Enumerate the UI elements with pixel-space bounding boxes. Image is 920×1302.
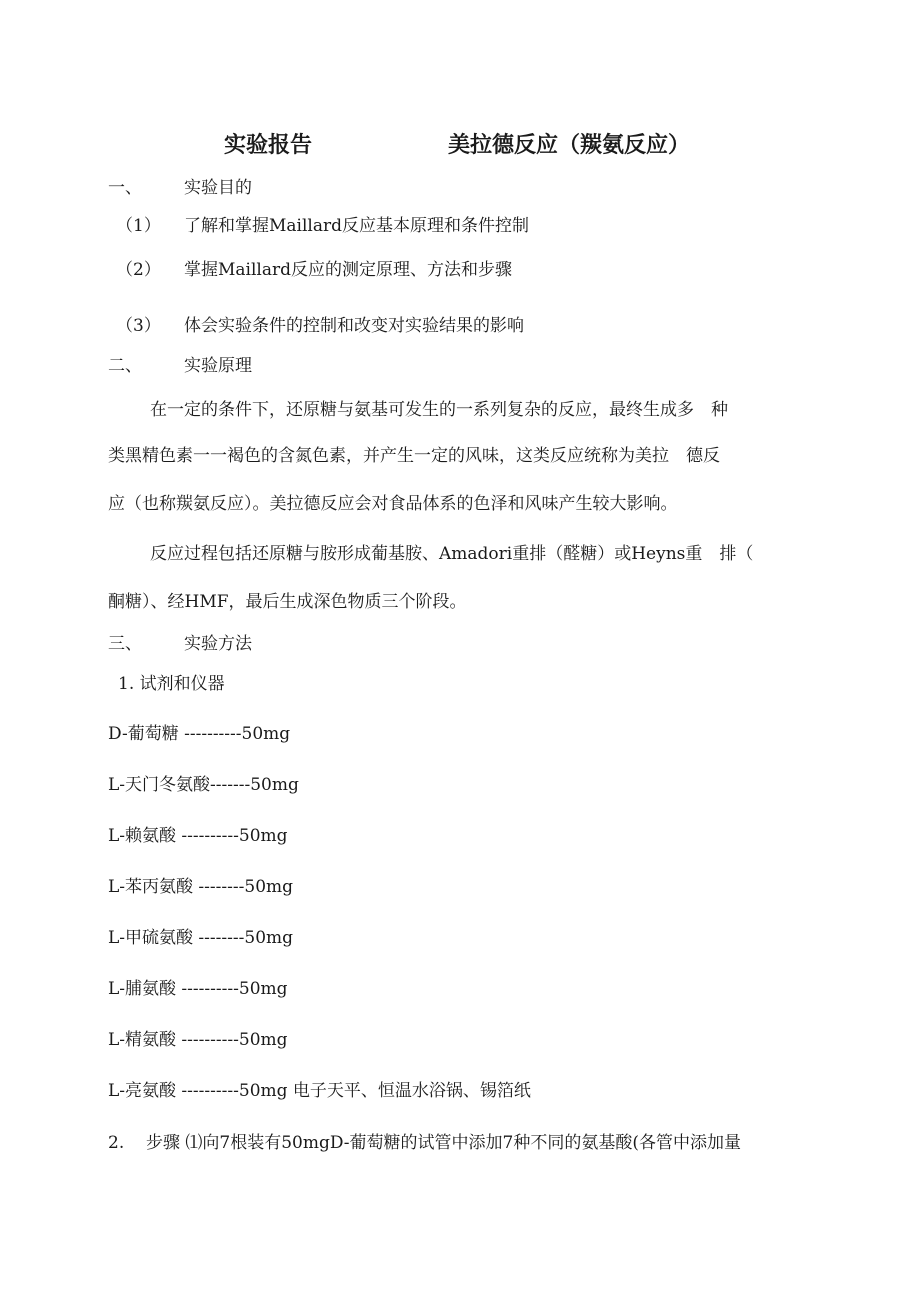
section1-marker: 一、 xyxy=(108,178,142,198)
objective-2-marker: （2） xyxy=(116,260,161,280)
report-title-right: 美拉德反应（羰氨反应） xyxy=(448,132,691,158)
step-text: 步骤 ⑴向7根装有50mgD-葡萄糖的试管中添加7种不同的氨基酸(各管中添加量 xyxy=(146,1133,741,1153)
principle-para2-line1: 反应过程包括还原糖与胺形成葡基胺、Amadori重排（醛糖）或Heyns重 排（ xyxy=(150,544,754,564)
section2-marker: 二、 xyxy=(108,356,142,376)
section3-marker: 三、 xyxy=(108,634,142,654)
report-title-left: 实验报告 xyxy=(224,132,313,158)
reagent-line: L-天门冬氨酸-------50mg xyxy=(108,775,299,795)
reagent-line: L-赖氨酸 ----------50mg xyxy=(108,826,288,846)
reagent-line: L-精氨酸 ----------50mg xyxy=(108,1030,288,1050)
reagent-line: L-苯丙氨酸 --------50mg xyxy=(108,877,294,897)
objective-2-text: 掌握Maillard反应的测定原理、方法和步骤 xyxy=(184,260,512,280)
principle-para2-line2: 酮糖）、经HMF，最后生成深色物质三个阶段。 xyxy=(108,592,467,612)
objective-1-text: 了解和掌握Maillard反应基本原理和条件控制 xyxy=(184,216,529,236)
principle-para1-line2: 类黑精色素一一褐色的含氮色素，并产生一定的风味，这类反应统称为美拉 德反 xyxy=(108,446,720,466)
reagent-line: L-甲硫氨酸 --------50mg xyxy=(108,928,294,948)
reagent-line: L-脯氨酸 ----------50mg xyxy=(108,979,288,999)
step-marker: 2. xyxy=(108,1133,125,1153)
reagent-line: D-葡萄糖 ----------50mg xyxy=(108,724,291,744)
objective-1-marker: （1） xyxy=(116,216,161,236)
principle-para1-line3: 应（也称羰氨反应）。美拉德反应会对食品体系的色泽和风味产生较大影响。 xyxy=(108,494,678,514)
principle-para1-line1: 在一定的条件下，还原糖与氨基可发生的一系列复杂的反应，最终生成多 种 xyxy=(150,400,728,420)
section3-heading: 实验方法 xyxy=(184,634,252,654)
section2-heading: 实验原理 xyxy=(184,356,252,376)
objective-3-marker: （3） xyxy=(116,316,161,336)
reagents-subheading: 1. 试剂和仪器 xyxy=(118,674,225,694)
section1-heading: 实验目的 xyxy=(184,178,252,198)
reagent-line-with-equipment: L-亮氨酸 ----------50mg 电子天平、恒温水浴锅、锡箔纸 xyxy=(108,1081,531,1101)
objective-3-text: 体会实验条件的控制和改变对实验结果的影响 xyxy=(184,316,524,336)
